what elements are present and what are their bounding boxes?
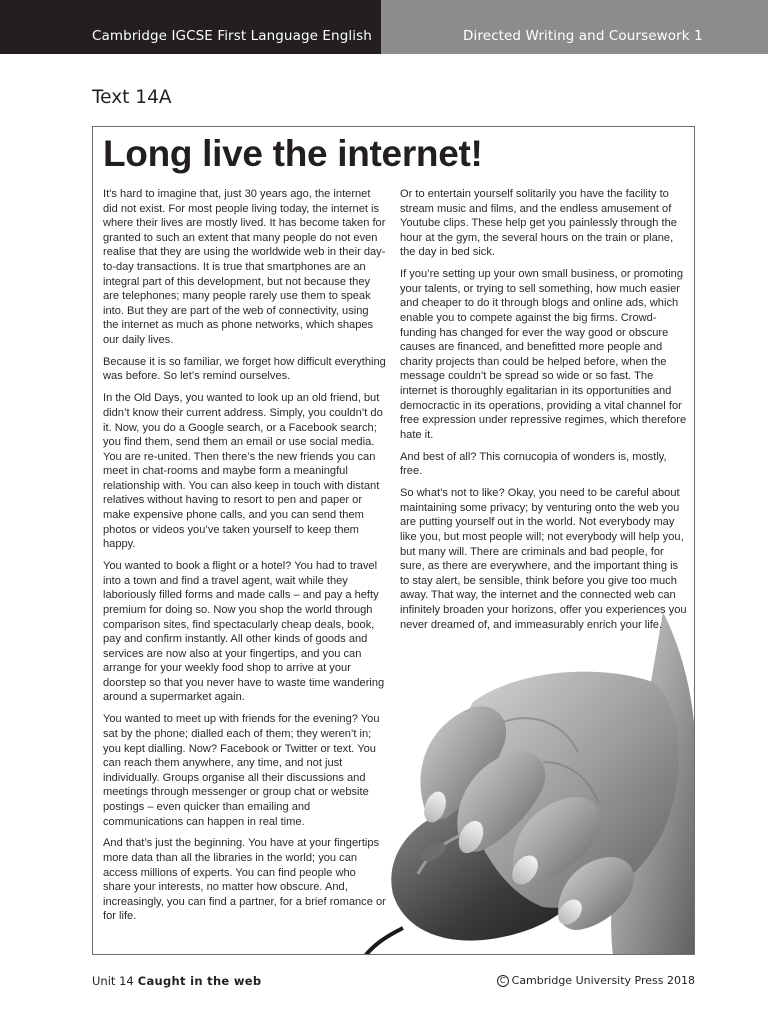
paragraph: Or to entertain yourself solitarily you have the facility to stream music and films, and the endless amusement of Youtube clips. These help get you painlessly through the hour at the gym, the several hours on the train or plane, the day in bed sick. (400, 188, 677, 259)
paragraph: Because it is so familiar, we forget how difficult everything was before. So let’s remind ourselves. (103, 355, 386, 383)
paragraph: If you’re setting up your own small business, or promoting your talents, or trying to sell something, how much easier and cheaper to do it through blogs and online ads, which enable you to compete against the big firms. Crowd-funding has changed for ever the way good or obscure causes are financed, and benefitted more people and charity projects than could be helped before, when the message couldn’t be spread so wide or so fast. The internet is thoroughly egalitarian in its opportunities and democractic in its operations, providing a vital channel for free expression under repressive regimes, which therefore hate it. (400, 268, 687, 441)
article-column-right (400, 187, 690, 639)
paragraph: You wanted to book a flight or a hotel? You had to travel into a town and find a travel agent, wait while they laboriously filled forms and made calls – and pay a hefty premium for doing so. Now you shop the world through comparison sites, find spectacularly cheap deals, book, pay and confirm instantly. All other kinds of goods and services are now also at your fingertips, and you can arrange for your weekly food shop to arrive at your doorstep so that you never have to waste time wandering around a supermarket again. (103, 560, 385, 704)
copyright-icon: C (497, 975, 509, 987)
header-right-bar (381, 0, 768, 54)
paragraph: And best of all? This cornucopia of wonders is, mostly, free. (400, 450, 667, 478)
paragraph: So what’s not to like? Okay, you need to be careful about maintaining some privacy; by venturing onto the web you are putting yourself out in the world. Not everybody may like you, but most people will; not everybody will help you, but many will. There are criminals and bad people, for sure, as there are everywhere, and the important thing is to stay alert, be sensible, think before you give too much away. That way, the internet and the connected web can infinitely broaden your horizons, offer you experiences you never dreamed of, and immeasurably enrich your life. (400, 487, 687, 631)
article-title: Long live the internet! (103, 133, 483, 174)
chapter-title: Directed Writing and Coursework 1 (463, 28, 703, 44)
footer-unit (92, 974, 261, 988)
paragraph: It’s hard to imagine that, just 30 years ago, the internet did not exist. For most people living today, the internet is where their lives are mostly lived. It has become taken for granted to such an extent that many people do not even realise that they are using the worldwide web in their day-to-day transactions. It is true that smartphones are an integral part of this development, but not because they are telephones; many people rarely use them to speak into. But they are part of the web of connectivity, using the internet as much as phone networks, which shapes our daily lives. (103, 188, 386, 346)
header-left-bar (0, 0, 381, 54)
book-title: Cambridge IGCSE First Language English (92, 28, 372, 44)
text-label: Text 14A (92, 87, 172, 108)
paragraph: You wanted to meet up with friends for the evening? You sat by the phone; dialled each of them; they weren’t in; you kept dialling. Now? Facebook or Twitter or text. You can reach them anywhere, any time, and not just individually. Groups organise all their discussions and meetings through messenger or group chat or website postings – even quicker than emailing and communications can happen in real time. (103, 713, 380, 828)
paragraph: And that’s just the beginning. You have at your fingertips more data than all the libraries in the world; you can access millions of experts. You can find people who share your interests, no matter how obscure. And, increasingly, you can find a partner, for a brief romance or for life. (103, 837, 386, 923)
article-frame (92, 126, 695, 955)
article-column-left (103, 187, 386, 931)
footer-copyright (497, 974, 695, 987)
unit-title: Caught in the web (137, 974, 262, 988)
copyright-text: Cambridge University Press 2018 (511, 974, 695, 987)
paragraph: In the Old Days, you wanted to look up an old friend, but didn’t know their current address. Simply, you couldn’t do it. Now, you do a Google search, or a Facebook search; you find them, send them an email or use social media. You are re-united. Then there’s the new friends you can meet in chat-rooms and maybe form a meaningful relationship with. You can also keep in touch with distant relatives without having to resort to pen and paper or make expensive phone calls, and you can send them photos or videos you’ve taken yourself to keep them happy. (103, 392, 383, 551)
unit-number: Unit 14 (92, 974, 134, 988)
hand-on-mouse-icon (363, 612, 695, 955)
